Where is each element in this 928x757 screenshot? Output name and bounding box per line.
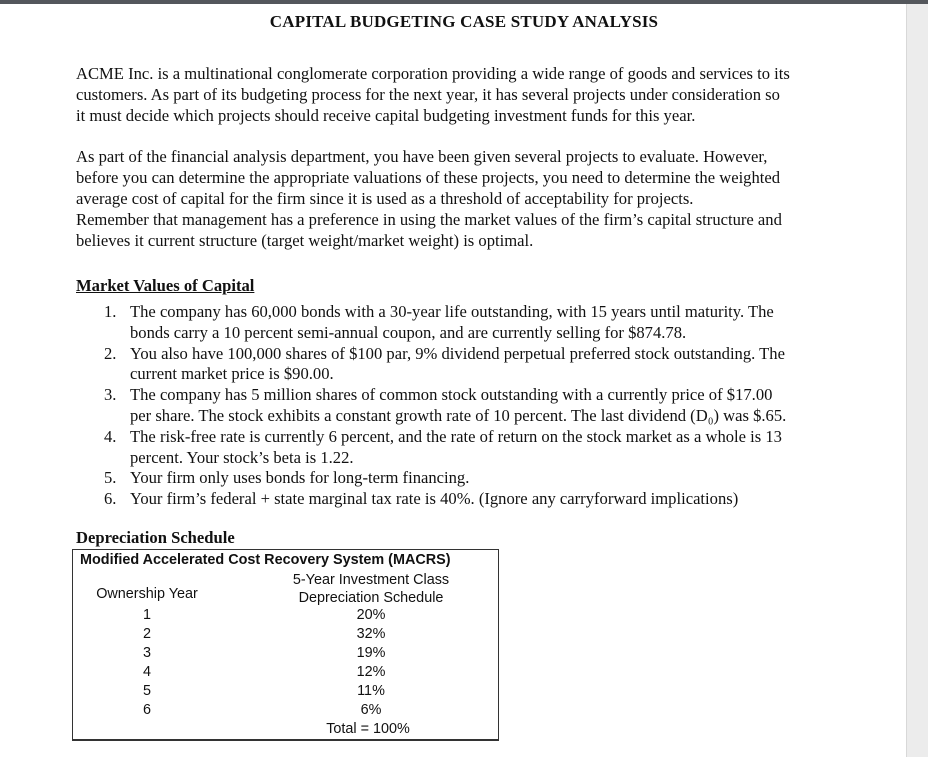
ownership-year: 1 xyxy=(142,607,151,623)
macrs-col1-header: Ownership Year xyxy=(96,586,198,602)
analysis-line: Remember that management has a preference in using the market values of the firm’s capital structure and xyxy=(76,210,782,229)
list-item-number: 2. xyxy=(104,343,117,363)
list-item-line: The risk-free rate is currently 6 percent, and the rate of return on the stock market as a whole is 13 xyxy=(130,426,782,446)
analysis-line: average cost of capital for the firm since it is used as a threshold of acceptability for projects. xyxy=(76,189,694,208)
vertical-scrollbar[interactable] xyxy=(906,4,928,757)
market-values-heading: Market Values of Capital xyxy=(76,276,255,295)
macrs-table xyxy=(72,549,499,741)
depreciation-rate: 11% xyxy=(357,683,385,699)
macrs-col2-header xyxy=(271,571,471,607)
intro-line: ACME Inc. is a multinational conglomerate corporation providing a wide range of goods and services to its xyxy=(76,64,790,83)
document-title: CAPITAL BUDGETING CASE STUDY ANALYSIS xyxy=(269,12,659,31)
table-row xyxy=(73,664,493,683)
list-item-number: 1. xyxy=(104,302,117,321)
list-item-line: Your firm’s federal + state marginal tax rate is 40%. (Ignore any carryforward implications) xyxy=(130,489,739,509)
intro-line: it must decide which projects should receive capital budgeting investment funds for this year. xyxy=(76,106,696,125)
analysis-line: As part of the financial analysis department, you have been given several projects to evaluate. However, xyxy=(76,147,768,166)
ownership-year: 4 xyxy=(142,664,151,680)
list-item-number: 4. xyxy=(104,426,117,446)
list-item-line: bonds carry a 10 percent semi-annual coupon, and are currently selling for $874.78. xyxy=(130,322,687,342)
document-page xyxy=(0,4,906,757)
macrs-total: Total = 100% xyxy=(326,721,410,737)
depreciation-heading: Depreciation Schedule xyxy=(76,528,235,547)
table-row xyxy=(73,607,493,626)
list-item xyxy=(104,489,864,510)
list-item xyxy=(104,468,864,489)
list-item-number: 5. xyxy=(104,468,117,488)
macrs-table-title: Modified Accelerated Cost Recovery System (MACRS) xyxy=(80,552,451,568)
depreciation-rate: 19% xyxy=(356,645,386,661)
list-item-line: per share. The stock exhibits a constant growth rate of 10 percent. The last dividend (D₀) was $.65. xyxy=(130,405,787,425)
depreciation-rate: 12% xyxy=(356,664,386,680)
table-row xyxy=(73,626,493,645)
list-item-line: Your firm only uses bonds for long-term financing. xyxy=(130,468,470,488)
intro-paragraph xyxy=(76,63,856,126)
list-item xyxy=(104,302,864,344)
ownership-year: 5 xyxy=(142,683,151,699)
analysis-paragraph xyxy=(76,146,856,251)
list-item-number: 3. xyxy=(104,385,117,405)
ownership-year: 2 xyxy=(142,626,151,642)
depreciation-rate: 32% xyxy=(356,626,386,642)
table-row xyxy=(73,702,493,721)
list-item-line: You also have 100,000 shares of $100 par, 9% dividend perpetual preferred stock outstanding. The xyxy=(130,343,785,363)
list-item-line: The company has 5 million shares of common stock outstanding with a currently price of $17.00 xyxy=(130,385,773,405)
depreciation-rate: 20% xyxy=(356,607,386,623)
list-item xyxy=(104,427,864,469)
macrs-col2-header-line: 5-Year Investment Class xyxy=(292,572,450,588)
list-item-line: The company has 60,000 bonds with a 30-year life outstanding, with 15 years until maturity. The xyxy=(130,302,774,321)
list-item xyxy=(104,385,864,427)
list-item xyxy=(104,344,864,386)
ownership-year: 3 xyxy=(142,645,151,661)
list-item-number: 6. xyxy=(104,489,117,509)
market-values-list xyxy=(104,302,864,510)
list-item-line: current market price is $90.00. xyxy=(130,364,334,384)
table-row xyxy=(73,683,493,702)
table-row xyxy=(73,645,493,664)
analysis-line: before you can determine the appropriate valuations of these projects, you need to determine the weighted xyxy=(76,168,781,187)
intro-line: customers. As part of its budgeting process for the next year, it has several projects under consideration so xyxy=(76,85,780,104)
ownership-year: 6 xyxy=(142,702,151,718)
depreciation-rate: 6% xyxy=(360,702,382,718)
macrs-col2-header-line: Depreciation Schedule xyxy=(298,590,444,606)
list-item-line: percent. Your stock’s beta is 1.22. xyxy=(130,447,354,467)
analysis-line: believes it current structure (target weight/market weight) is optimal. xyxy=(76,231,534,250)
